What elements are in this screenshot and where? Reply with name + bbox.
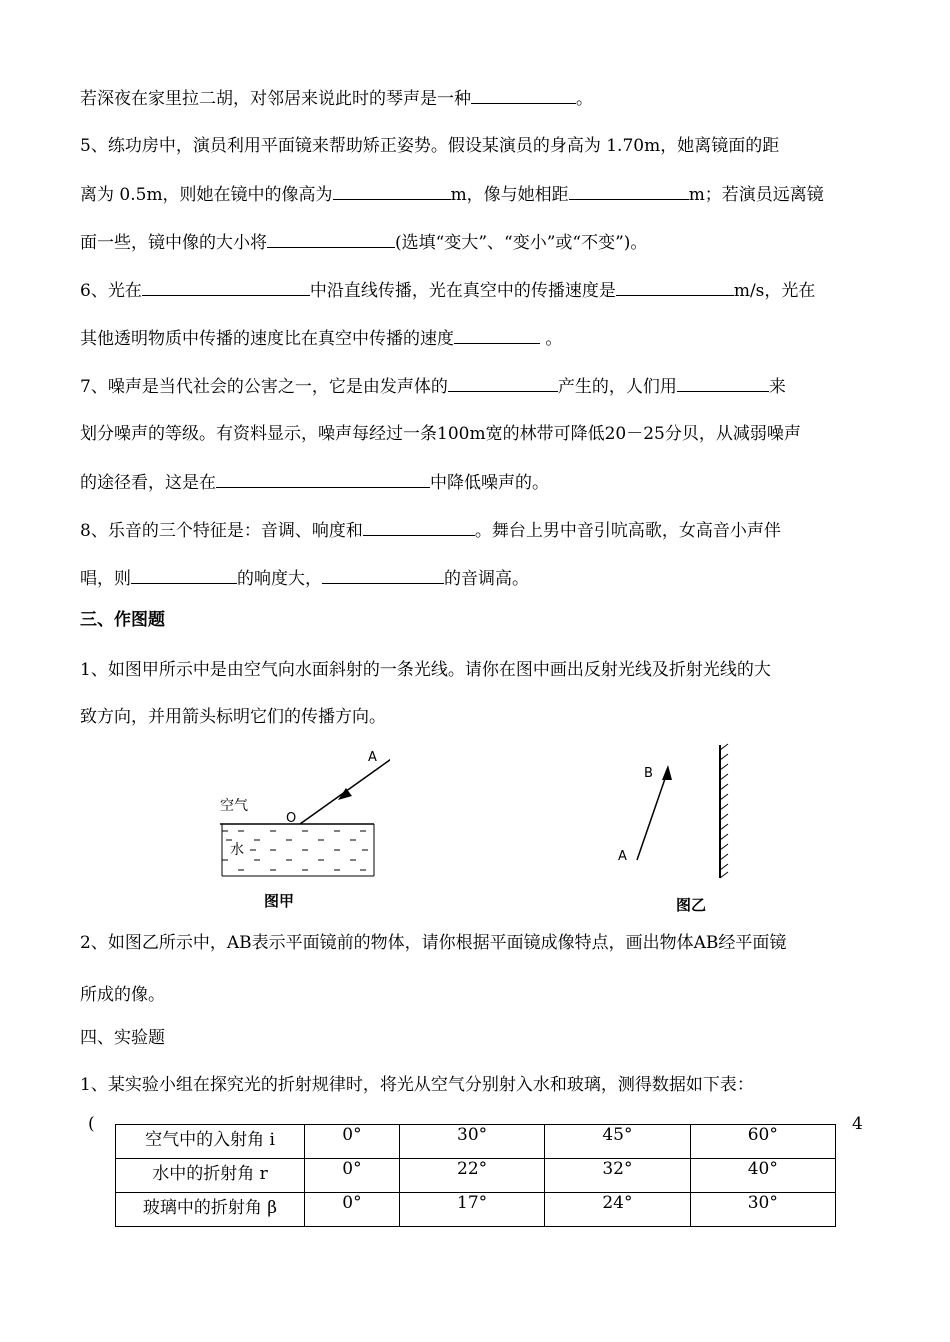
answer-blank[interactable] bbox=[333, 183, 451, 200]
table-row bbox=[116, 1125, 836, 1159]
label-water: 水 bbox=[230, 842, 244, 858]
table-cell: 45° bbox=[545, 1125, 690, 1159]
q6-line-1 bbox=[80, 279, 815, 302]
label-a: A bbox=[618, 849, 627, 864]
text: 7、噪声是当代社会的公害之一，它是由发声体的 bbox=[80, 377, 448, 397]
text: 面一些，镜中像的大小将 bbox=[80, 233, 267, 253]
text: 若深夜在家里拉二胡，对邻居来说此时的琴声是一种 bbox=[80, 89, 471, 109]
q4-line bbox=[80, 87, 593, 110]
table-cell: 24° bbox=[545, 1193, 690, 1227]
answer-blank[interactable] bbox=[448, 375, 558, 392]
text: (选填“变大”、“变小”或“不变”)。 bbox=[395, 233, 648, 253]
row-label: 水中的折射角 r bbox=[116, 1159, 305, 1193]
answer-blank[interactable] bbox=[471, 87, 576, 104]
text: m；若演员远离镜 bbox=[688, 185, 824, 205]
text: 。 bbox=[576, 89, 593, 109]
s3-q1-line-2: 致方向，并用箭头标明它们的传播方向。 bbox=[80, 707, 386, 727]
side-mark-left: ( bbox=[88, 1114, 95, 1134]
table-row bbox=[116, 1159, 836, 1193]
figure-jia bbox=[210, 740, 390, 915]
text: 的途径看，这是在 bbox=[80, 473, 216, 493]
label-o: O bbox=[286, 811, 297, 826]
object-ab bbox=[637, 770, 668, 860]
row-label: 空气中的入射角 i bbox=[116, 1125, 305, 1159]
answer-blank[interactable] bbox=[677, 375, 769, 392]
q5-line-2 bbox=[80, 183, 824, 206]
answer-blank[interactable] bbox=[363, 519, 475, 536]
figure-yi bbox=[610, 740, 750, 915]
arrow-head bbox=[662, 765, 672, 780]
table-cell: 0° bbox=[305, 1159, 400, 1193]
caption-yi: 图乙 bbox=[676, 896, 707, 914]
row-label: 玻璃中的折射角 β bbox=[116, 1193, 305, 1227]
table-cell: 32° bbox=[545, 1159, 690, 1193]
label-a: A bbox=[368, 750, 377, 765]
text: m/s，光在 bbox=[733, 281, 816, 301]
text: 。舞台上男中音引吭高歌，女高音小声伴 bbox=[474, 521, 781, 541]
table-cell: 0° bbox=[305, 1125, 400, 1159]
q8-line-1 bbox=[80, 519, 781, 542]
label-air: 空气 bbox=[220, 798, 248, 814]
table-cell: 60° bbox=[690, 1125, 835, 1159]
arrow-head bbox=[338, 788, 352, 800]
s3-q2-line-1: 2、如图乙所示中，AB表示平面镜前的物体，请你根据平面镜成像特点，画出物体AB经平面镜 bbox=[80, 933, 787, 953]
text: 产生的，人们用 bbox=[557, 377, 677, 397]
q8-line-2 bbox=[80, 567, 529, 590]
text: 划分噪声的等级。有资料显示，噪声每经过一条100m宽的林带可降低20－25分贝，从减弱噪声 bbox=[80, 424, 801, 444]
answer-blank[interactable] bbox=[267, 231, 395, 248]
table-cell: 22° bbox=[399, 1159, 544, 1193]
label-b: B bbox=[644, 766, 653, 781]
mirror-hatch bbox=[720, 744, 728, 878]
answer-blank[interactable] bbox=[322, 567, 444, 584]
table-cell: 30° bbox=[690, 1193, 835, 1227]
text: 。 bbox=[540, 329, 563, 349]
answer-blank[interactable] bbox=[454, 327, 540, 344]
table-row bbox=[116, 1193, 836, 1227]
table-cell: 17° bbox=[399, 1193, 544, 1227]
section-3-title: 三、作图题 bbox=[80, 610, 165, 630]
text: 8、乐音的三个特征是：音调、响度和 bbox=[80, 521, 363, 541]
text: 中沿直线传播，光在真空中的传播速度是 bbox=[309, 281, 616, 301]
table-cell: 30° bbox=[399, 1125, 544, 1159]
text: 的响度大， bbox=[237, 569, 322, 589]
text: 其他透明物质中传播的速度比在真空中传播的速度 bbox=[80, 329, 454, 349]
table-cell: 0° bbox=[305, 1193, 400, 1227]
q5-line-1 bbox=[80, 135, 779, 157]
text: 5、练功房中，演员利用平面镜来帮助矫正姿势。假设某演员的身高为 1.70m，她离镜面的距 bbox=[80, 136, 780, 156]
q7-line-3 bbox=[80, 471, 549, 494]
s4-q1-line: 1、某实验小组在探究光的折射规律时，将光从空气分别射入水和玻璃，测得数据如下表： bbox=[80, 1075, 754, 1095]
text: 唱，则 bbox=[80, 569, 131, 589]
answer-blank[interactable] bbox=[569, 183, 689, 200]
answer-blank[interactable] bbox=[131, 567, 237, 584]
s3-q1-line-1: 1、如图甲所示中是由空气向水面斜射的一条光线。请你在图中画出反射光线及折射光线的大 bbox=[80, 660, 771, 680]
text: 的音调高。 bbox=[444, 569, 529, 589]
q6-line-2 bbox=[80, 327, 562, 350]
text: m，像与她相距 bbox=[450, 185, 569, 205]
section-4-title: 四、实验题 bbox=[80, 1028, 165, 1048]
side-mark-right: 4 bbox=[852, 1114, 863, 1134]
text: 离为 0.5m，则她在镜中的像高为 bbox=[80, 185, 333, 205]
refraction-table bbox=[115, 1124, 836, 1227]
text: 来 bbox=[768, 377, 786, 397]
answer-blank[interactable] bbox=[616, 279, 734, 296]
caption-jia: 图甲 bbox=[264, 892, 295, 910]
table-cell: 40° bbox=[690, 1159, 835, 1193]
q7-line-2 bbox=[80, 423, 801, 445]
text: 6、光在 bbox=[80, 281, 142, 301]
answer-blank[interactable] bbox=[216, 471, 430, 488]
q5-line-3 bbox=[80, 231, 647, 254]
s3-q2-line-2: 所成的像。 bbox=[80, 985, 165, 1005]
q7-line-1 bbox=[80, 375, 786, 398]
text: 中降低噪声的。 bbox=[430, 473, 549, 493]
answer-blank[interactable] bbox=[142, 279, 310, 296]
